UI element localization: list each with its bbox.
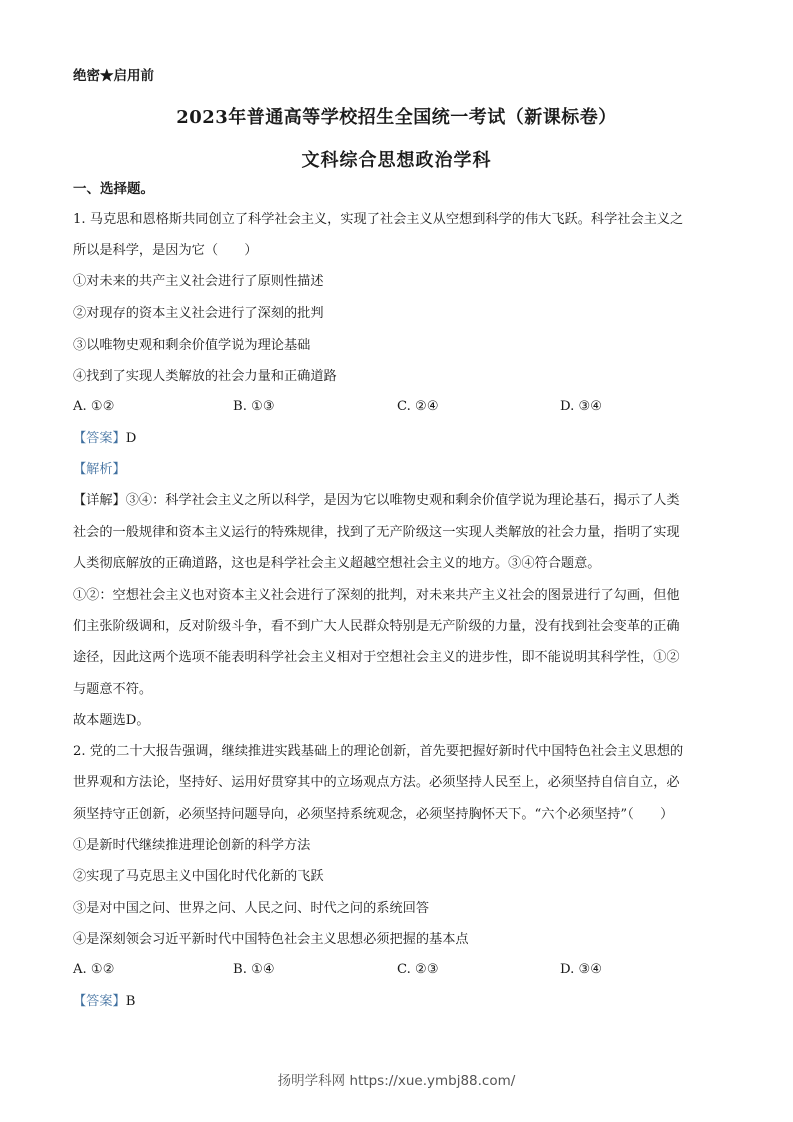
question-stem-line: 2. 党的二十大报告强调，继续推进实践基础上的理论创新，首先要把握好新时代中国特色社会主义思想的 — [73, 744, 684, 759]
exam-title: 2023年普通高等学校招生全国统一考试（新课标卷） — [176, 107, 617, 128]
detail-line: ①②：空想社会主义也对资本主义社会进行了深刻的批判，对未来共产主义社会的图景进行了勾画，但他 — [73, 588, 680, 603]
statement-item: ④找到了实现人类解放的社会力量和正确道路 — [73, 369, 337, 384]
answer-value: D — [125, 431, 137, 446]
option-d: D. ③④ — [560, 962, 603, 977]
question-stem-line: 世界观和方法论，坚持好、运用好贯穿其中的立场观点方法。必须坚持人民至上，必须坚持自信自立，必 — [73, 775, 680, 790]
answer-value: B — [125, 994, 136, 1009]
question-stem-line: 所以是科学，是因为它（ ） — [73, 243, 258, 258]
option-b: B. ①③ — [233, 399, 275, 414]
analysis-tag: 【解析】 — [73, 462, 126, 477]
option-c: C. ②④ — [397, 399, 439, 414]
statement-item: ①是新时代继续推进理论创新的科学方法 — [73, 838, 311, 853]
statement-item: ④是深刻领会习近平新时代中国特色社会主义思想必须把握的基本点 — [73, 932, 469, 947]
question-stem-line: 1. 马克思和恩格斯共同创立了科学社会主义，实现了社会主义从空想到科学的伟大飞跃。科学社会主义之 — [73, 212, 684, 227]
detail-line: 途径，因此这两个选项不能表明科学社会主义相对于空想社会主义的进步性，即不能说明其科学性，①② — [73, 650, 680, 665]
answer-line — [73, 993, 135, 1011]
detail-line: 们主张阶级调和，反对阶级斗争，看不到广大人民群众特别是无产阶级的力量，没有找到社会变革的正确 — [73, 619, 680, 634]
answer-tag: 【答案】 — [73, 431, 126, 446]
options-row — [0, 399, 793, 417]
detail-line: 与题意不符。 — [73, 682, 153, 697]
statement-item: ②对现存的资本主义社会进行了深刻的批判 — [73, 306, 324, 321]
options-row — [0, 962, 793, 980]
question-stem-line: 须坚持守正创新，必须坚持问题导向，必须坚持系统观念，必须坚持胸怀天下。“六个必须坚持”（ ） — [73, 807, 674, 822]
option-b: B. ①④ — [233, 962, 275, 977]
detail-line: 社会的一般规律和资本主义运行的特殊规律，找到了无产阶级这一实现人类解放的社会力量，指明了实现 — [73, 525, 680, 540]
option-c: C. ②③ — [397, 962, 439, 977]
answer-line — [73, 430, 136, 448]
option-a: A. ①② — [73, 399, 115, 414]
conclusion-line: 故本题选D。 — [73, 713, 150, 728]
option-d: D. ③④ — [560, 399, 603, 414]
section-title: 一、选择题。 — [73, 181, 154, 197]
footer-watermark: 扬明学科网 https://xue.ymbj88.com/ — [277, 1073, 516, 1089]
statement-item: ②实现了马克思主义中国化时代化新的飞跃 — [73, 869, 324, 884]
statement-item: ①对未来的共产主义社会进行了原则性描述 — [73, 274, 324, 289]
secret-label: 绝密★启用前 — [73, 68, 154, 84]
statement-item: ③以唯物史观和剩余价值学说为理论基础 — [73, 338, 311, 353]
option-a: A. ①② — [73, 962, 115, 977]
exam-subtitle: 文科综合思想政治学科 — [301, 150, 492, 171]
detail-line: 【详解】③④：科学社会主义之所以科学，是因为它以唯物史观和剩余价值学说为理论基石，揭示了人类 — [73, 493, 680, 508]
statement-item: ③是对中国之问、世界之问、人民之问、时代之问的系统回答 — [73, 901, 430, 916]
detail-line: 人类彻底解放的正确道路，这也是科学社会主义超越空想社会主义的地方。③④符合题意。 — [73, 556, 601, 571]
answer-tag: 【答案】 — [73, 994, 126, 1009]
